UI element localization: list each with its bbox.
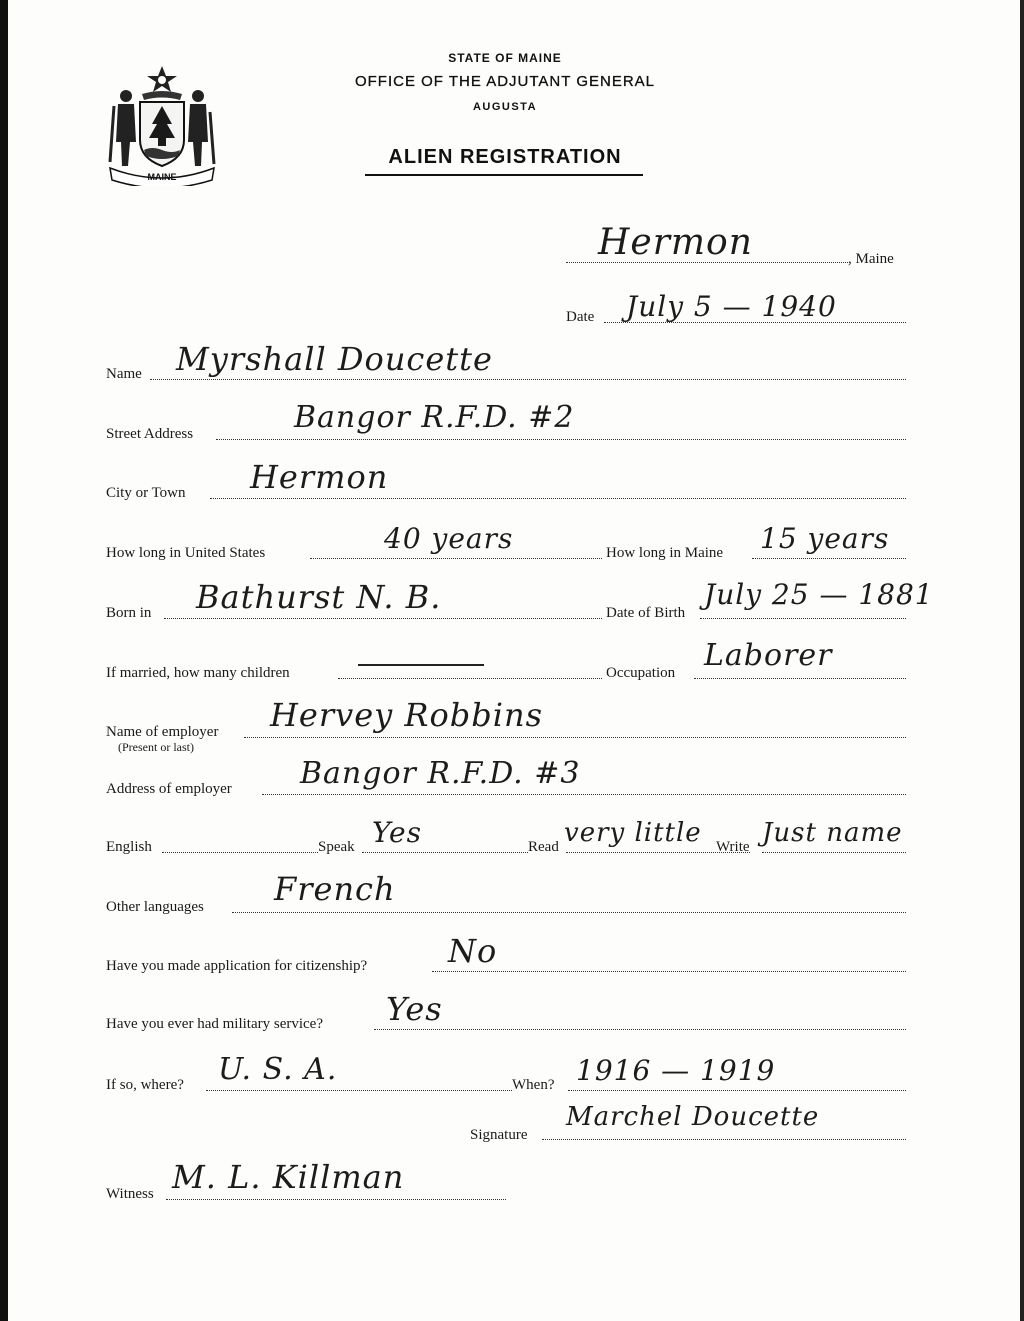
employer-address-label: Address of employer (106, 781, 232, 797)
city-value: Hermon (250, 458, 389, 496)
scan-edge-right (1020, 0, 1024, 1321)
scan-edge-left (0, 0, 8, 1321)
when-value: 1916 — 1919 (576, 1054, 776, 1087)
birth-date-value: July 25 — 1881 (704, 578, 934, 611)
signature-label: Signature (470, 1127, 528, 1143)
military-label: Have you ever had military service? (106, 1016, 323, 1032)
read-value: very little (564, 818, 702, 848)
place-label: , Maine (848, 251, 894, 267)
other-languages-value: French (274, 870, 396, 908)
place-value: Hermon (598, 222, 753, 263)
name-line (150, 379, 906, 380)
speak-line (362, 852, 528, 853)
write-line (762, 852, 906, 853)
maine-duration-line (752, 558, 906, 559)
city-label: City or Town (106, 485, 186, 501)
city-line (210, 498, 906, 499)
svg-text:MAINE: MAINE (147, 172, 177, 182)
name-label: Name (106, 366, 142, 382)
military-line (374, 1029, 906, 1030)
born-line (164, 618, 602, 619)
title-underline (365, 174, 643, 176)
birth-date-line (700, 618, 906, 619)
citizenship-value: No (448, 932, 498, 970)
maine-duration-label: How long in Maine (606, 545, 724, 561)
header-state: STATE OF MAINE (448, 51, 562, 65)
occupation-value: Laborer (704, 638, 833, 673)
write-label: Write (716, 839, 750, 855)
english-label: English (106, 839, 152, 855)
us-duration-label: How long in United States (106, 545, 266, 561)
citizenship-line (432, 971, 906, 972)
birth-date-label: Date of Birth (606, 605, 686, 621)
children-line (338, 678, 602, 679)
employer-address-value: Bangor R.F.D. #3 (300, 756, 581, 791)
read-label: Read (528, 839, 559, 855)
witness-value: M. L. Killman (172, 1158, 405, 1196)
speak-label: Speak (318, 839, 355, 855)
date-label: Date (566, 309, 595, 325)
employer-line (244, 737, 906, 738)
us-duration-line (310, 558, 602, 559)
children-dash (358, 664, 484, 666)
signature-line (542, 1139, 906, 1140)
witness-line (166, 1199, 506, 1200)
children-label: If married, how many children (106, 665, 290, 681)
signature-value: Marchel Doucette (566, 1102, 820, 1132)
military-value: Yes (386, 990, 443, 1028)
employer-address-line (262, 794, 906, 795)
name-value: Myrshall Doucette (176, 340, 493, 378)
where-label: If so, where? (106, 1077, 184, 1093)
maine-seal-icon (104, 62, 220, 186)
header-city: AUGUSTA (472, 101, 538, 113)
speak-value: Yes (372, 816, 422, 849)
other-languages-label: Other languages (106, 899, 204, 915)
where-value: U. S. A. (218, 1052, 338, 1087)
witness-label: Witness (106, 1186, 154, 1202)
employer-sublabel: (Present or last) (118, 740, 194, 754)
occupation-label: Occupation (606, 665, 676, 681)
street-line (216, 439, 906, 440)
write-value: Just name (762, 818, 903, 848)
english-line (162, 852, 318, 853)
date-value: July 5 — 1940 (626, 290, 837, 323)
us-duration-value: 40 years (384, 522, 514, 555)
born-value: Bathurst N. B. (196, 578, 442, 616)
where-line (206, 1090, 512, 1091)
when-label: When? (512, 1077, 555, 1093)
employer-value: Hervey Robbins (270, 696, 543, 734)
street-value: Bangor R.F.D. #2 (294, 400, 575, 435)
citizenship-label: Have you made application for citizenship? (106, 958, 368, 974)
form-title: ALIEN REGISTRATION (388, 146, 622, 168)
born-label: Born in (106, 605, 152, 621)
maine-duration-value: 15 years (760, 522, 890, 555)
when-line (568, 1090, 906, 1091)
header-office: OFFICE OF THE ADJUTANT GENERAL (354, 73, 656, 90)
street-label: Street Address (106, 426, 194, 442)
employer-label: Name of employer (106, 724, 219, 740)
occupation-line (694, 678, 906, 679)
other-languages-line (232, 912, 906, 913)
